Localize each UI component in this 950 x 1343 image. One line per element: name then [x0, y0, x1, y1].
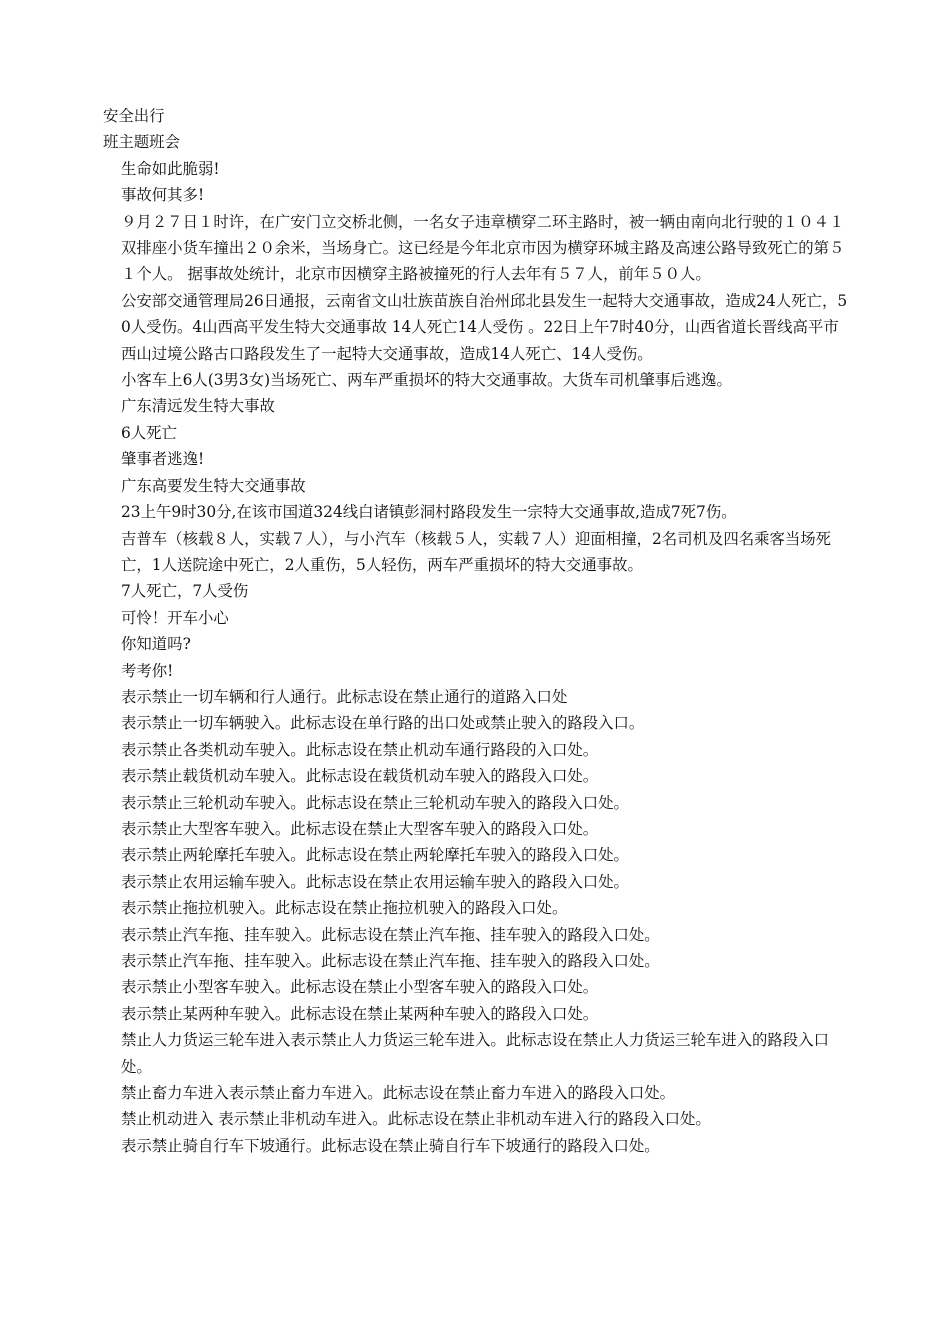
paragraph: 表示禁止某两种车驶入。此标志设在禁止某两种车驶入的路段入口处。 [121, 1004, 599, 1023]
paragraph: 表示禁止一切车辆驶入。此标志设在单行路的出口处或禁止驶入的路段入口。 [121, 714, 645, 733]
paragraph: 表示禁止汽车拖、挂车驶入。此标志设在禁止汽车拖、挂车驶入的路段入口处。 [121, 925, 660, 944]
paragraph: 可怜！开车小心 [121, 608, 229, 627]
paragraph: 考考你! [121, 661, 174, 680]
paragraph: 表示禁止骑自行车下坡通行。此标志设在禁止骑自行车下坡通行的路段入口处。 [121, 1136, 660, 1155]
document-subtitle: 班主题班会 [103, 133, 180, 152]
document-body [103, 103, 851, 1159]
paragraph: 表示禁止一切车辆和行人通行。此标志设在禁止通行的道路入口处 [121, 687, 568, 706]
paragraph: 23上午9时30分,在该市国道324线白诸镇彭洞村路段发生一宗特大交通事故,造成7死7伤。 [121, 503, 737, 522]
paragraph: 表示禁止各类机动车驶入。此标志设在禁止机动车通行路段的入口处。 [121, 740, 599, 759]
paragraph: 表示禁止三轮机动车驶入。此标志设在禁止三轮机动车驶入的路段入口处。 [121, 793, 629, 812]
paragraph: 表示禁止载货机动车驶入。此标志设在载货机动车驶入的路段入口处。 [121, 767, 599, 786]
paragraph: 广东高要发生特大交通事故 [121, 476, 306, 495]
paragraph: 公安部交通管理局26日通报，云南省文山壮族苗族自治州邱北县发生一起特大交通事故，造成24人死亡，50人受伤。4山西高平发生特大交通事故 14人死亡14人受伤 。22日上午7时40分，山西省道长晋线高平市西山过境公路古口路段发生了一起特大交通事故，造成14人死亡、14人受伤。 [121, 291, 848, 363]
paragraph: 表示禁止大型客车驶入。此标志设在禁止大型客车驶入的路段入口处。 [121, 819, 599, 838]
paragraph: 禁止畜力车进入表示禁止畜力车进入。此标志设在禁止畜力车进入的路段入口处。 [121, 1084, 676, 1103]
paragraph: 广东清远发生特大事故 [121, 397, 275, 416]
document-title: 安全出行 [103, 107, 165, 125]
paragraph: 事故何其多! [121, 186, 205, 205]
paragraph: 生命如此脆弱! [121, 159, 220, 178]
paragraph: 禁止机动进入 表示禁止非机动车进入。此标志设在禁止非机动车进入行的路段入口处。 [121, 1110, 711, 1129]
paragraph: 禁止人力货运三轮车进入表示禁止人力货运三轮车进入。此标志设在禁止人力货运三轮车进入的路段入口处。 [121, 1031, 829, 1076]
paragraph: 表示禁止汽车拖、挂车驶入。此标志设在禁止汽车拖、挂车驶入的路段入口处。 [121, 952, 660, 970]
paragraph: 你知道吗? [121, 635, 191, 654]
paragraph: 7人死亡，7人受伤 [121, 582, 249, 601]
paragraph: 小客车上6人(3男3女)当场死亡、两车严重损坏的特大交通事故。大货车司机肇事后逃逸。 [121, 371, 732, 390]
paragraph: ９月２７日１时许，在广安门立交桥北侧，一名女子违章横穿二环主路时，被一辆由南向北行驶的１０４１双排座小货车撞出２０余米，当场身亡。这已经是今年北京市因为横穿环城主路及高速公路导致死亡的第５１个人。 据事故处统计，北京市因横穿主路被撞死的行人去年有５７人，前年５０人。 [121, 212, 845, 284]
paragraph: 表示禁止两轮摩托车驶入。此标志设在禁止两轮摩托车驶入的路段入口处。 [121, 846, 629, 865]
paragraph: 表示禁止小型客车驶入。此标志设在禁止小型客车驶入的路段入口处。 [121, 978, 599, 997]
paragraph: 肇事者逃逸! [121, 450, 205, 469]
paragraph: 表示禁止农用运输车驶入。此标志设在禁止农用运输车驶入的路段入口处。 [121, 872, 629, 891]
paragraph: 吉普车（核载８人，实载７人），与小汽车（核载５人，实载７人）迎面相撞，2名司机及四名乘客当场死亡，1人送院途中死亡，2人重伤，5人轻伤，两车严重损坏的特大交通事故。 [121, 529, 832, 574]
paragraph: 6人死亡 [121, 423, 177, 442]
paragraph: 表示禁止拖拉机驶入。此标志设在禁止拖拉机驶入的路段入口处。 [121, 899, 568, 918]
